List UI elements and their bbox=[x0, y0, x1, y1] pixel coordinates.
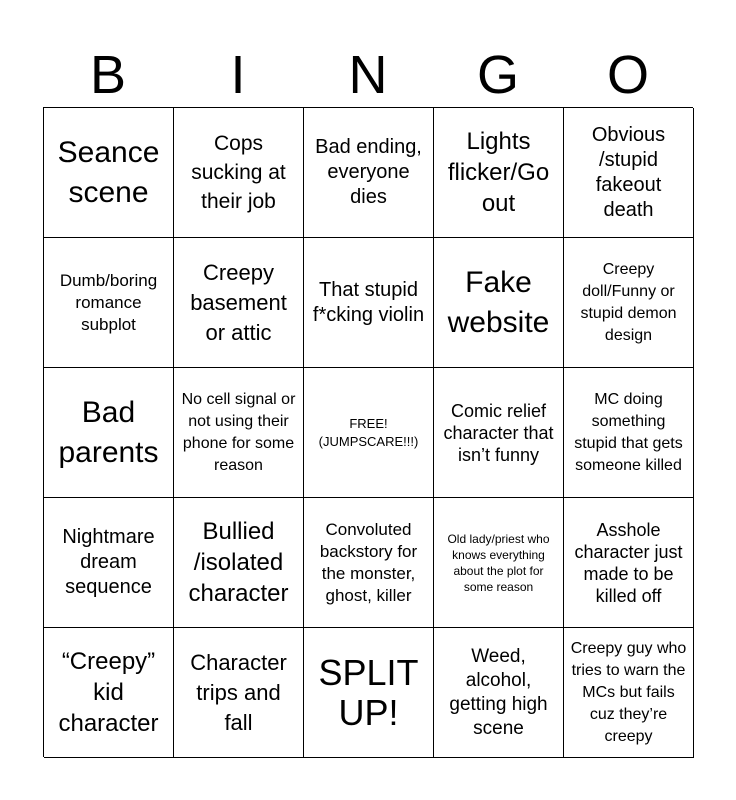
bingo-cell[interactable] bbox=[564, 628, 694, 758]
cell-text: Cops sucking at their job bbox=[191, 132, 286, 213]
cell-text: Bad parents bbox=[58, 395, 159, 469]
bingo-grid bbox=[43, 107, 693, 757]
bingo-cell[interactable] bbox=[304, 238, 434, 368]
cell-text: Comic relief character that isn’t funny bbox=[443, 400, 554, 465]
bingo-cell[interactable] bbox=[304, 628, 434, 758]
header-letter-g: G bbox=[476, 45, 519, 105]
cell-text: Obvious /stupid fakeout death bbox=[591, 123, 666, 221]
bingo-cell[interactable] bbox=[174, 498, 304, 628]
bingo-cell[interactable] bbox=[174, 628, 304, 758]
bingo-cell[interactable] bbox=[44, 238, 174, 368]
bingo-cell[interactable] bbox=[304, 108, 434, 238]
bingo-cell[interactable] bbox=[44, 108, 174, 238]
cell-text: Fake website bbox=[447, 265, 550, 339]
cell-text: Old lady/priest who knows everything about the plot for some reason bbox=[447, 531, 550, 594]
cell-text: FREE! (JUMPSCARE!!!) bbox=[318, 415, 419, 449]
bingo-cell[interactable] bbox=[434, 238, 564, 368]
bingo-cell[interactable] bbox=[564, 238, 694, 368]
cell-text: Creepy basement or attic bbox=[190, 259, 287, 345]
cell-text: Nightmare dream sequence bbox=[62, 526, 155, 598]
cell-text: Convoluted backstory for the monster, ghost, killer bbox=[319, 519, 418, 605]
bingo-cell[interactable] bbox=[564, 498, 694, 628]
bingo-cell[interactable] bbox=[434, 368, 564, 498]
bingo-cell[interactable] bbox=[174, 238, 304, 368]
cell-text: Bad ending, everyone dies bbox=[315, 136, 422, 208]
bingo-cell[interactable] bbox=[304, 498, 434, 628]
cell-text: MC doing something stupid that gets someone killed bbox=[574, 390, 683, 474]
cell-text: Character trips and fall bbox=[190, 649, 287, 735]
cell-text: No cell signal or not using their phone for some reason bbox=[181, 390, 296, 474]
cell-text: Weed, alcohol, getting high scene bbox=[449, 645, 548, 739]
bingo-cell[interactable] bbox=[434, 628, 564, 758]
cell-text: Bullied /isolated character bbox=[188, 518, 289, 607]
cell-text: That stupid f*cking violin bbox=[312, 278, 425, 326]
cell-text: Lights flicker/Go out bbox=[447, 128, 550, 217]
bingo-cell[interactable] bbox=[434, 108, 564, 238]
header-letter-b: B bbox=[89, 45, 127, 105]
free-cell[interactable] bbox=[304, 368, 434, 498]
bingo-cell[interactable] bbox=[564, 108, 694, 238]
bingo-cell[interactable] bbox=[564, 368, 694, 498]
bingo-cell[interactable] bbox=[434, 498, 564, 628]
cell-text: Creepy guy who tries to warn the MCs but fails cuz they’re creepy bbox=[570, 639, 687, 745]
cell-text: Asshole character just made to be killed off bbox=[574, 519, 683, 606]
header-letter-o: O bbox=[606, 45, 649, 105]
bingo-header bbox=[43, 44, 693, 106]
bingo-cell[interactable] bbox=[174, 368, 304, 498]
cell-text: SPLIT UP! bbox=[318, 651, 419, 733]
cell-text: “Creepy” kid character bbox=[58, 648, 159, 737]
header-letter-n: N bbox=[348, 45, 388, 105]
cell-text: Dumb/boring romance subplot bbox=[59, 270, 158, 334]
cell-text: Creepy doll/Funny or stupid demon design bbox=[580, 260, 677, 344]
header-letter-i: I bbox=[230, 45, 246, 105]
bingo-cell[interactable] bbox=[44, 498, 174, 628]
bingo-cell[interactable] bbox=[44, 368, 174, 498]
cell-text: Seance scene bbox=[57, 135, 160, 209]
bingo-cell[interactable] bbox=[174, 108, 304, 238]
bingo-cell[interactable] bbox=[44, 628, 174, 758]
